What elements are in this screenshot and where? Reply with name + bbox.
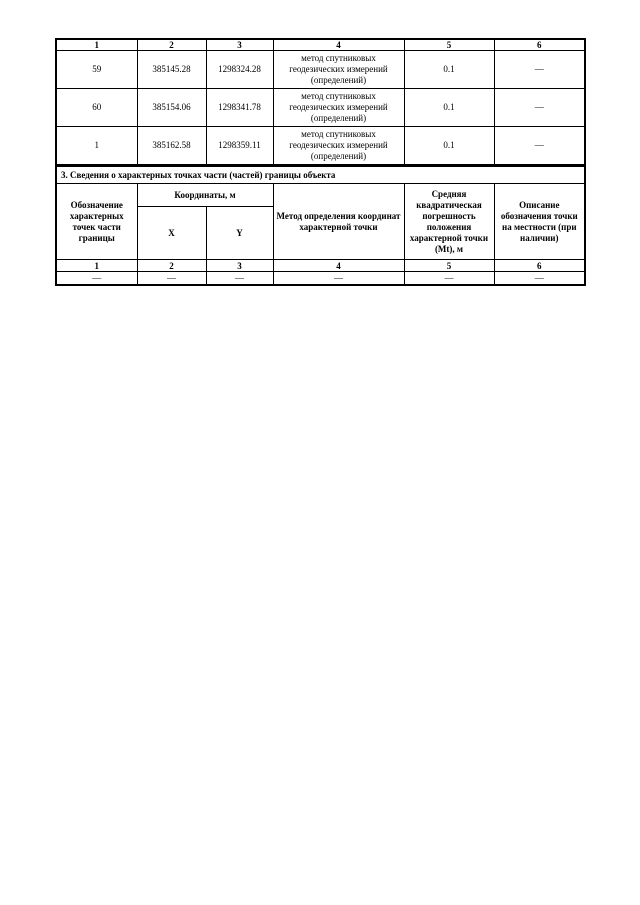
column-number: 2 — [137, 39, 206, 51]
section-title: 3. Сведения о характерных точках части (частей) границы объекта — [56, 166, 585, 184]
empty-cell: — — [206, 272, 273, 286]
accuracy-value: 0.1 — [404, 89, 494, 127]
method-line: геодезических измерений — [289, 64, 388, 74]
column-number-row — [56, 39, 585, 51]
header-description: Описание обозначения точки на местности (при наличии) — [494, 184, 585, 260]
coordinate-x: 385154.06 — [137, 89, 206, 127]
column-number-row — [56, 260, 585, 272]
point-description: — — [494, 127, 585, 165]
method-line: (определений) — [310, 75, 367, 85]
point-description: — — [494, 89, 585, 127]
column-number: 4 — [273, 260, 404, 272]
empty-cell: — — [273, 272, 404, 286]
accuracy-value: 0.1 — [404, 51, 494, 89]
part-boundary-points-table — [55, 165, 586, 286]
header-coordinates: Координаты, м — [137, 184, 273, 207]
method-cell — [273, 127, 404, 165]
document-sheet — [55, 38, 584, 286]
table-row — [56, 51, 585, 89]
method-cell — [273, 89, 404, 127]
table-row — [56, 272, 585, 286]
coordinate-x: 385162.58 — [137, 127, 206, 165]
column-number: 4 — [273, 39, 404, 51]
coordinate-y: 1298341.78 — [206, 89, 273, 127]
method-line: геодезических измерений — [289, 102, 388, 112]
column-number: 5 — [404, 39, 494, 51]
point-description: — — [494, 51, 585, 89]
point-designation: 59 — [56, 51, 137, 89]
point-designation: 60 — [56, 89, 137, 127]
table-row — [56, 127, 585, 165]
point-designation: 1 — [56, 127, 137, 165]
method-line: метод спутниковых — [301, 129, 376, 139]
method-line: метод спутниковых — [301, 53, 376, 63]
header-y: Y — [206, 207, 273, 260]
method-line: (определений) — [310, 113, 367, 123]
empty-cell: — — [494, 272, 585, 286]
column-number: 1 — [56, 39, 137, 51]
accuracy-value: 0.1 — [404, 127, 494, 165]
coordinate-y: 1298324.28 — [206, 51, 273, 89]
table-row — [56, 89, 585, 127]
coordinate-y: 1298359.11 — [206, 127, 273, 165]
method-line: метод спутниковых — [301, 91, 376, 101]
method-line: (определений) — [310, 151, 367, 161]
method-cell — [273, 51, 404, 89]
column-number: 5 — [404, 260, 494, 272]
column-number: 3 — [206, 39, 273, 51]
coordinate-x: 385145.28 — [137, 51, 206, 89]
header-designation: Обозначение характерных точек части границы — [56, 184, 137, 260]
header-row — [56, 184, 585, 207]
empty-cell: — — [404, 272, 494, 286]
column-number: 2 — [137, 260, 206, 272]
column-number: 1 — [56, 260, 137, 272]
column-number: 6 — [494, 260, 585, 272]
header-method: Метод определения координат характерной точки — [273, 184, 404, 260]
empty-cell: — — [137, 272, 206, 286]
method-line: геодезических измерений — [289, 140, 388, 150]
header-accuracy: Средняя квадратическая погрешность положения характерной точки (Mt), м — [404, 184, 494, 260]
column-number: 6 — [494, 39, 585, 51]
boundary-points-table — [55, 38, 586, 165]
header-x: X — [137, 207, 206, 260]
empty-cell: — — [56, 272, 137, 286]
column-number: 3 — [206, 260, 273, 272]
section-title-row — [56, 166, 585, 184]
